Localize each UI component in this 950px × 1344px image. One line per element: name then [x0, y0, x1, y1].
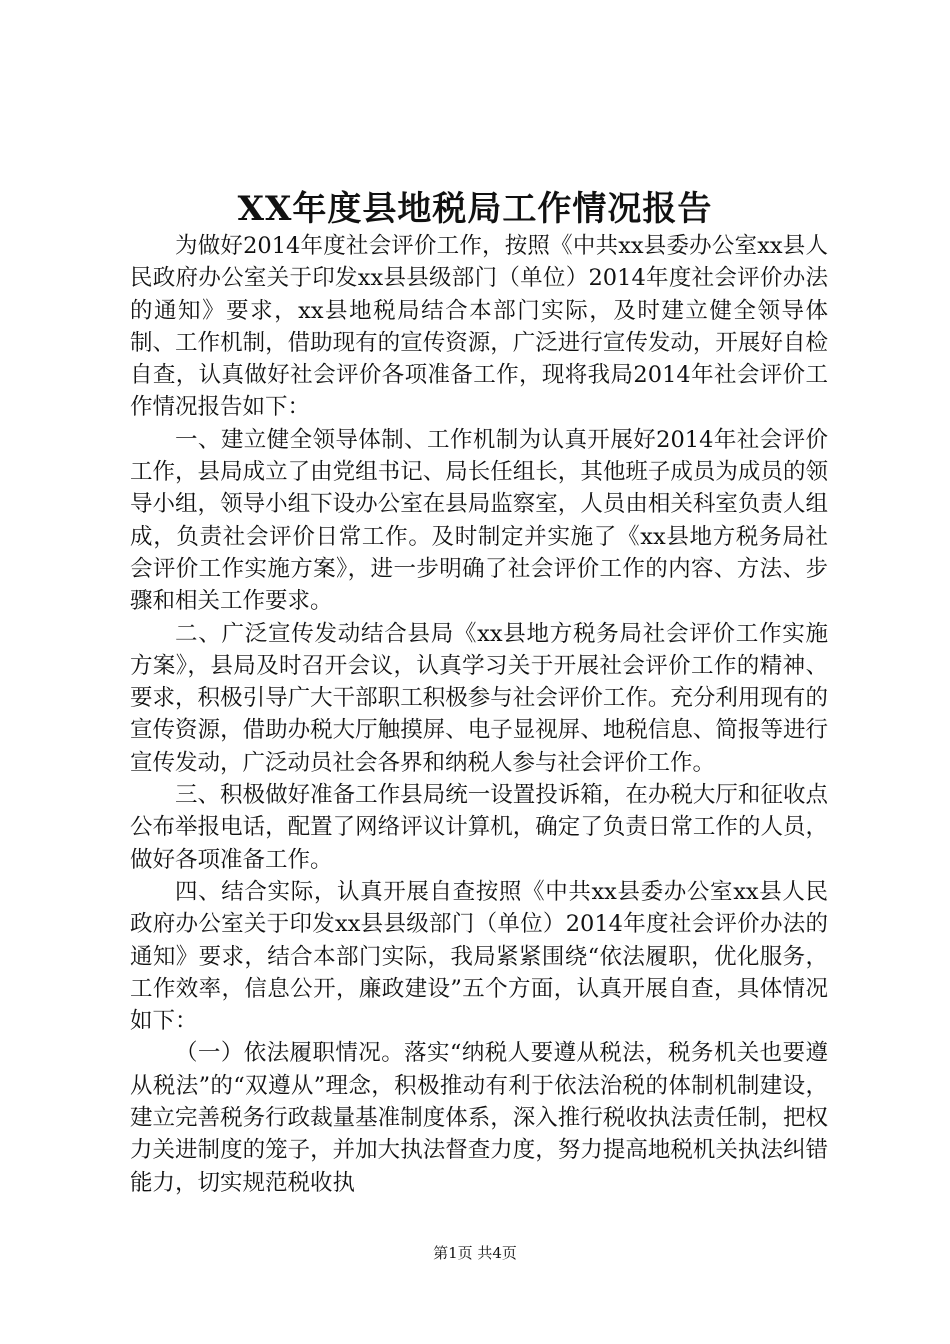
paragraph-section-2: 二、广泛宣传发动结合县局《xx县地方税务局社会评价工作实施方案》，县局及时召开会议，认真学习关于开展社会评价工作的精神、要求，积极引导广大干部职工积极参与社会评价工作。充分利用现有的宣传资源，借助办税大厅触摸屏、电子显视屏、地税信息、简报等进行宣传发动，广泛动员社会各界和纳税人参与社会评价工作。: [130, 620, 828, 776]
paragraph-section-1: 一、建立健全领导体制、工作机制为认真开展好2014年社会评价工作，县局成立了由党组书记、局长任组长，其他班子成员为成员的领导小组，领导小组下设办公室在县局监察室，人员由相关科室负责人组成，负责社会评价日常工作。及时制定并实施了《xx县地方税务局社会评价工作实施方案》，进一步明确了社会评价工作的内容、方法、步骤和相关工作要求。: [130, 426, 828, 615]
paragraph-subsection-1: （一）依法履职情况。落实“纳税人要遵从税法，税务机关也要遵从税法”的“双遵从”理念，积极推动有利于依法治税的体制机制建设，建立完善税务行政裁量基准制度体系，深入推行税收执法责任制，把权力关进制度的笼子，并加大执法督查力度，努力提高地税机关执法纠错能力，切实规范税收执: [130, 1040, 828, 1196]
page-number-footer: 第1页 共4页: [433, 1244, 517, 1262]
document-title: XX年度县地税局工作情况报告: [237, 189, 713, 229]
paragraph-section-3: 三、积极做好准备工作县局统一设置投诉箱，在办税大厅和征收点公布举报电话，配置了网络评议计算机，确定了负责日常工作的人员，做好各项准备工作。: [130, 782, 828, 873]
paragraph-section-4: 四、结合实际，认真开展自查按照《中共xx县委办公室xx县人民政府办公室关于印发xx县县级部门（单位）2014年度社会评价办法的通知》要求，结合本部门实际，我局紧紧围绕“依法履职，优化服务，工作效率，信息公开，廉政建设”五个方面，认真开展自查，具体情况如下：: [130, 878, 828, 1035]
document-body: [130, 230, 828, 1199]
paragraph-intro: 为做好2014年度社会评价工作，按照《中共xx县委办公室xx县人民政府办公室关于印发xx县县级部门（单位）2014年度社会评价办法的通知》要求，xx县地税局结合本部门实际，及时建立健全领导体制、工作机制，借助现有的宣传资源，广泛进行宣传发动，开展好自检自查，认真做好社会评价各项准备工作，现将我局2014年社会评价工作情况报告如下：: [130, 233, 828, 421]
